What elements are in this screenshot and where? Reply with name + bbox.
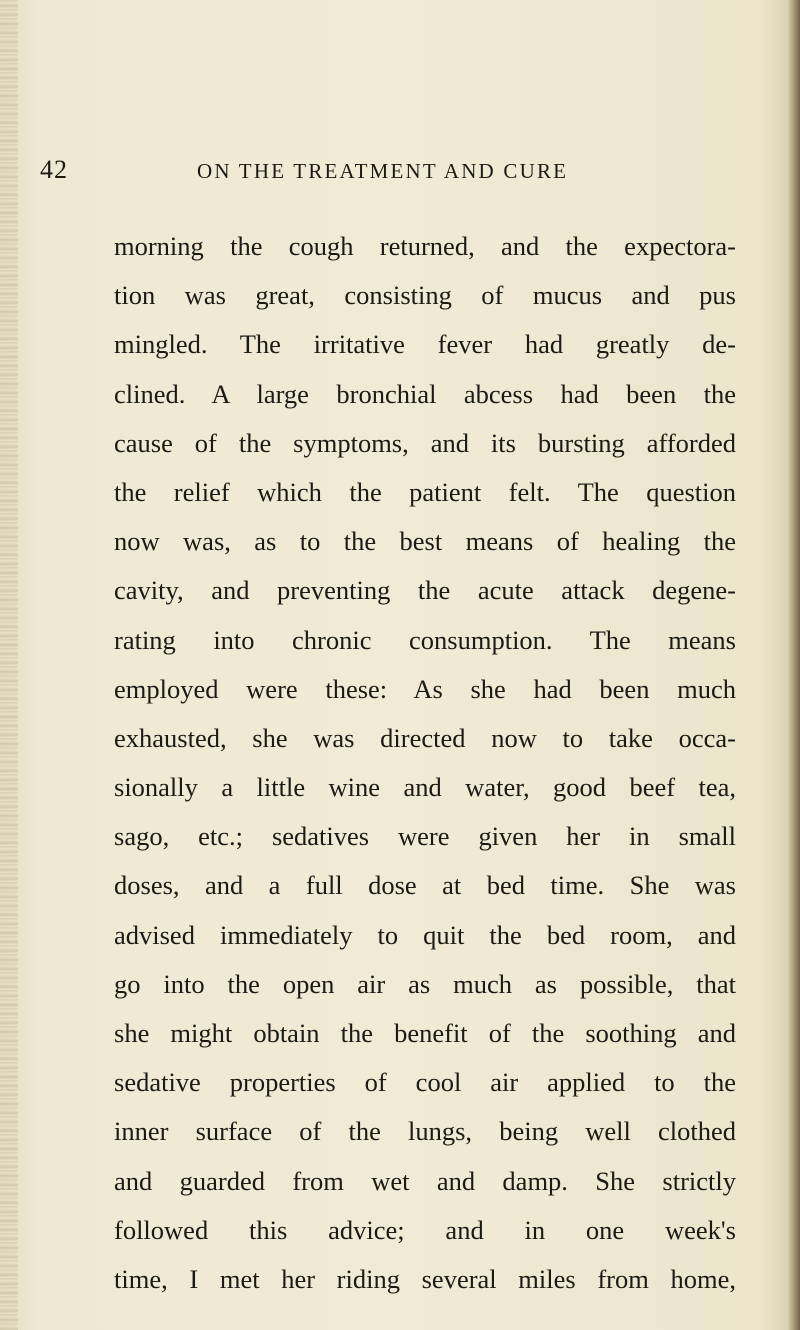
text-line: exhausted, she was directed now to take occa-: [114, 722, 736, 753]
text-line: time, I met her riding several miles from home,: [114, 1263, 736, 1294]
text-line: tion was great, consisting of mucus and pus: [114, 280, 736, 311]
text-line: morning the cough returned, and the expectora-: [114, 231, 736, 261]
text-line: clined. A large bronchial abcess had been the: [114, 378, 736, 409]
text-line: sedative properties of cool air applied to the: [114, 1067, 736, 1098]
text-line: go into the open air as much as possible, that: [114, 968, 736, 999]
text-line: followed this advice; and in one week's: [114, 1214, 736, 1245]
text-line: she might obtain the benefit of the soothing and: [114, 1018, 736, 1048]
text-line: employed were these: As she had been much: [114, 673, 736, 704]
text-line: cavity, and preventing the acute attack degene-: [114, 575, 736, 606]
text-line: sionally a little wine and water, good beef tea,: [114, 772, 736, 803]
page-header: [40, 155, 770, 189]
binding-gutter: [0, 0, 18, 1330]
text-line: inner surface of the lungs, being well clothed: [114, 1116, 736, 1147]
text-line: cause of the symptoms, and its bursting afforded: [114, 427, 736, 458]
running-head: ON THE TREATMENT AND CURE: [197, 159, 569, 183]
text-line: sago, etc.; sedatives were given her in small: [114, 821, 736, 852]
text-line: mingled. The irritative fever had greatly de-: [114, 329, 736, 360]
text-line: rating into chronic consumption. The means: [114, 624, 736, 655]
page-edge: [788, 0, 800, 1330]
text-line: the relief which the patient felt. The question: [114, 476, 736, 507]
page-number: 42: [40, 155, 68, 184]
body-text: [114, 222, 736, 1304]
text-line: doses, and a full dose at bed time. She was: [114, 870, 736, 901]
text-line: advised immediately to quit the bed room, and: [114, 919, 736, 950]
text-line: now was, as to the best means of healing the: [114, 526, 736, 557]
text-line: and guarded from wet and damp. She strictly: [114, 1165, 736, 1196]
